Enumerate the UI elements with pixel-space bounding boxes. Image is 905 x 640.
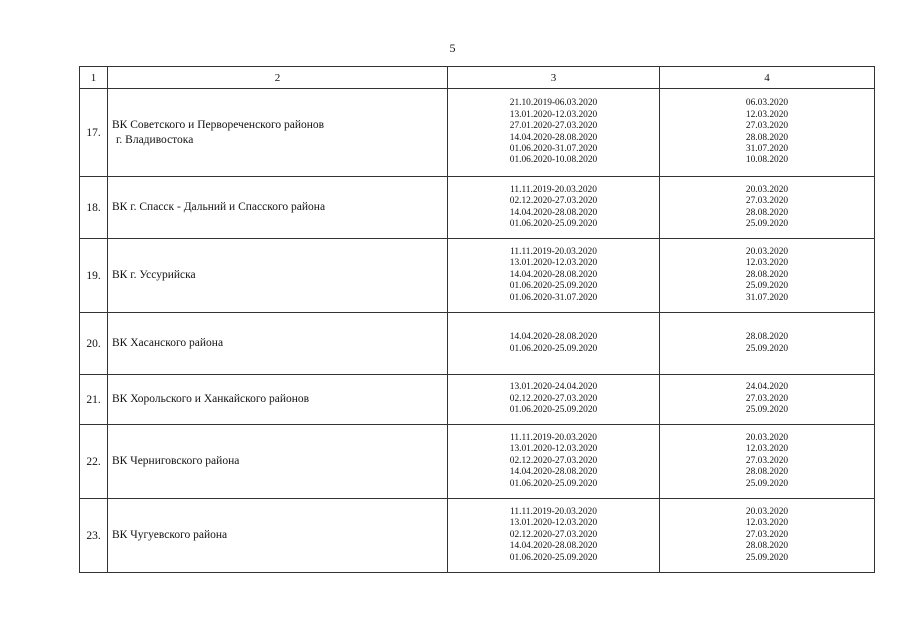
- column-header: 4: [660, 67, 875, 89]
- period: 27.01.2020-27.03.2020: [509, 121, 598, 132]
- period: 13.01.2020-12.03.2020: [509, 518, 598, 529]
- row-number: 21.: [80, 375, 108, 425]
- end-date: 25.09.2020: [745, 478, 789, 489]
- end-date: 31.07.2020: [745, 292, 789, 303]
- page-number: 5: [449, 41, 456, 55]
- period: 01.06.2020-25.09.2020: [509, 281, 598, 292]
- column-header: 1: [80, 67, 108, 89]
- end-date: 25.09.2020: [745, 218, 789, 229]
- period: 01.06.2020-10.08.2020: [509, 155, 598, 166]
- row-number: 19.: [80, 239, 108, 313]
- period: 13.01.2020-12.03.2020: [509, 258, 598, 269]
- end-date: 28.08.2020: [745, 132, 789, 143]
- period: 11.11.2019-20.03.2020: [510, 246, 597, 257]
- end-date-list: [660, 89, 875, 177]
- schedule-table: [79, 66, 875, 573]
- end-date: 28.08.2020: [745, 207, 789, 218]
- end-date-list: [660, 313, 875, 375]
- period: 21.10.2019-06.03.2020: [509, 98, 598, 109]
- period-list: [448, 375, 660, 425]
- table-row: [80, 239, 875, 313]
- commission-name: [108, 425, 448, 499]
- end-date-list: [660, 425, 875, 499]
- period-list: [448, 425, 660, 499]
- name-line: ВК Хорольского и Ханкайского районов: [112, 393, 310, 405]
- end-date: 31.07.2020: [745, 143, 789, 154]
- period: 14.04.2020-28.08.2020: [509, 269, 598, 280]
- end-date: 12.03.2020: [745, 109, 789, 120]
- commission-name: [108, 239, 448, 313]
- table-row: [80, 499, 875, 573]
- period: 14.04.2020-28.08.2020: [509, 207, 598, 218]
- table-row: [80, 375, 875, 425]
- name-line: ВК Черниговского района: [112, 455, 240, 467]
- period: 11.11.2019-20.03.2020: [510, 432, 597, 443]
- end-date: 27.03.2020: [745, 393, 789, 404]
- period-list: [448, 239, 660, 313]
- end-date-list: [660, 375, 875, 425]
- commission-name: [108, 177, 448, 239]
- period: 14.04.2020-28.08.2020: [509, 132, 598, 143]
- name-line: ВК Хасанского района: [112, 337, 224, 349]
- table-row: [80, 425, 875, 499]
- end-date: 12.03.2020: [745, 258, 789, 269]
- row-number: 20.: [80, 313, 108, 375]
- period: 14.04.2020-28.08.2020: [509, 541, 598, 552]
- period: 14.04.2020-28.08.2020: [509, 332, 598, 343]
- end-date: 27.03.2020: [745, 196, 789, 207]
- end-date: 25.09.2020: [745, 343, 789, 354]
- period-list: [448, 313, 660, 375]
- period: 01.06.2020-25.09.2020: [509, 405, 598, 416]
- end-date: 20.03.2020: [745, 184, 789, 195]
- commission-name: [108, 375, 448, 425]
- period: 02.12.2020-27.03.2020: [509, 393, 598, 404]
- table-row: [80, 177, 875, 239]
- commission-name: [108, 313, 448, 375]
- end-date: 10.08.2020: [745, 155, 789, 166]
- name-line: г. Владивостока: [116, 133, 194, 146]
- period: 01.06.2020-31.07.2020: [509, 143, 598, 154]
- end-date: 28.08.2020: [745, 332, 789, 343]
- end-date-list: [660, 239, 875, 313]
- table-row: [80, 89, 875, 177]
- end-date: 12.03.2020: [745, 518, 789, 529]
- period: 02.12.2020-27.03.2020: [509, 455, 598, 466]
- period-list: [448, 177, 660, 239]
- row-number: 22.: [80, 425, 108, 499]
- column-header: 3: [448, 67, 660, 89]
- end-date: 27.03.2020: [745, 529, 789, 540]
- period: 01.06.2020-25.09.2020: [509, 343, 598, 354]
- name-line: ВК г. Уссурийска: [112, 269, 196, 281]
- end-date: 28.08.2020: [745, 541, 789, 552]
- commission-name: [108, 89, 448, 177]
- period-list: [448, 89, 660, 177]
- end-date: 27.03.2020: [745, 121, 789, 132]
- end-date: 25.09.2020: [745, 405, 789, 416]
- table-header-row: [80, 67, 875, 89]
- end-date: 12.03.2020: [745, 444, 789, 455]
- end-date: 25.09.2020: [745, 281, 789, 292]
- end-date: 25.09.2020: [745, 552, 789, 563]
- name-line: ВК г. Спасск - Дальний и Спасского района: [112, 201, 326, 213]
- end-date: 06.03.2020: [745, 98, 789, 109]
- end-date: 28.08.2020: [745, 269, 789, 280]
- name-line: ВК Советского и Первореченского районов: [112, 118, 325, 131]
- period: 02.12.2020-27.03.2020: [509, 529, 598, 540]
- period: 01.06.2020-25.09.2020: [509, 478, 598, 489]
- name-line: ВК Чугуевского района: [112, 529, 228, 541]
- end-date-list: [660, 177, 875, 239]
- period: 01.06.2020-25.09.2020: [509, 218, 598, 229]
- period: 13.01.2020-12.03.2020: [509, 444, 598, 455]
- period: 01.06.2020-25.09.2020: [509, 552, 598, 563]
- period: 13.01.2020-12.03.2020: [509, 109, 598, 120]
- commission-name: [108, 499, 448, 573]
- row-number: 17.: [80, 89, 108, 177]
- period: 02.12.2020-27.03.2020: [509, 196, 598, 207]
- end-date-list: [660, 499, 875, 573]
- end-date: 20.03.2020: [745, 246, 789, 257]
- period: 13.01.2020-24.04.2020: [509, 382, 598, 393]
- row-number: 18.: [80, 177, 108, 239]
- period: 14.04.2020-28.08.2020: [509, 467, 598, 478]
- end-date: 20.03.2020: [745, 432, 789, 443]
- end-date: 28.08.2020: [745, 467, 789, 478]
- end-date: 27.03.2020: [745, 455, 789, 466]
- period-list: [448, 499, 660, 573]
- row-number: 23.: [80, 499, 108, 573]
- period: 11.11.2019-20.03.2020: [510, 506, 597, 517]
- column-header: 2: [108, 67, 448, 89]
- end-date: 20.03.2020: [745, 506, 789, 517]
- period: 11.11.2019-20.03.2020: [510, 184, 597, 195]
- table-row: [80, 313, 875, 375]
- end-date: 24.04.2020: [745, 382, 789, 393]
- period: 01.06.2020-31.07.2020: [509, 292, 598, 303]
